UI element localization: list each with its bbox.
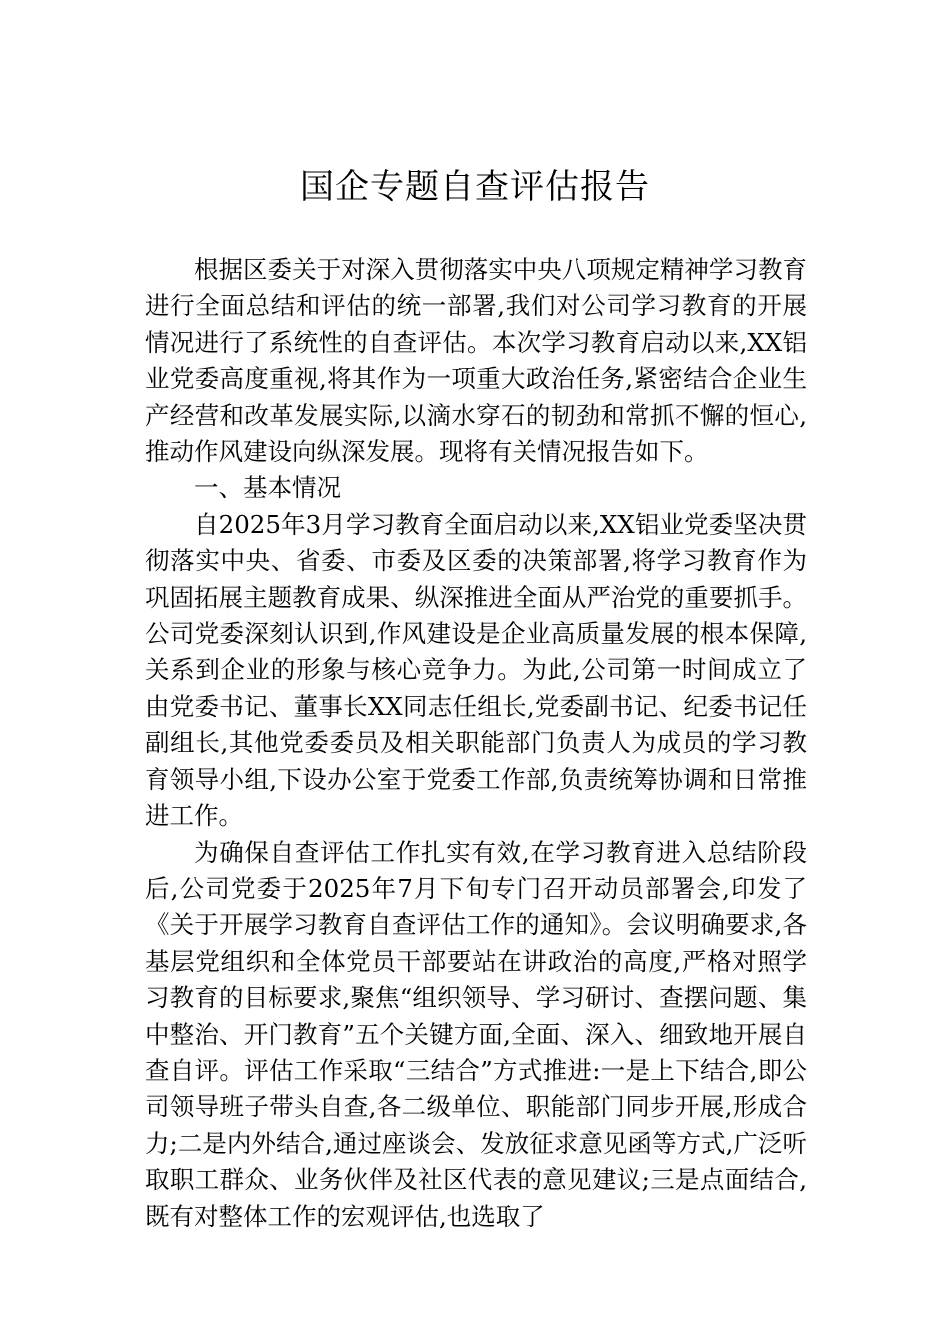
- intro-paragraph: 根据区委关于对深入贯彻落实中央八项规定精神学习教育进行全面总结和评估的统一部署,我们对公司学习教育的开展情况进行了系统性的自查评估。本次学习教育启动以来,XX铝业党委高度重视,将其作为一项重大政治任务,紧密结合企业生产经营和改革发展实际,以滴水穿石的韧劲和常抓不懈的恒心,推动作风建设向纵深发展。现将有关情况报告如下。: [145, 255, 807, 467]
- self-assessment-paragraph: 为确保自查评估工作扎实有效,在学习教育进入总结阶段后,公司党委于2025年7月下旬专门召开动员部署会,印发了《关于开展学习教育自查评估工作的通知》。会议明确要求,各基层党组织和全体党员干部要站在讲政治的高度,严格对照学习教育的目标要求,聚焦“组织领导、学习研讨、查摆问题、集中整治、开门教育”五个关键方面,全面、深入、细致地开展自查自评。评估工作采取“三结合”方式推进:一是上下结合,即公司领导班子带头自查,各二级单位、职能部门同步开展,形成合力;二是内外结合,通过座谈会、发放征求意见函等方式,广泛听取职工群众、业务伙伴及社区代表的意见建议;三是点面结合,既有对整体工作的宏观评估,也选取了: [145, 837, 807, 1231]
- basic-situation-paragraph: 自2025年3月学习教育全面启动以来,XX铝业党委坚决贯彻落实中央、省委、市委及区委的决策部署,将学习教育作为巩固拓展主题教育成果、纵深推进全面从严治党的重要抓手。公司党委深刻认识到,作风建设是企业高质量发展的根本保障,关系到企业的形象与核心竞争力。为此,公司第一时间成立了由党委书记、董事长XX同志任组长,党委副书记、纪委书记任副组长,其他党委委员及相关职能部门负责人为成员的学习教育领导小组,下设办公室于党委工作部,负责统筹协调和日常推进工作。: [145, 509, 807, 831]
- document-title: 国企专题自查评估报告: [300, 167, 650, 207]
- document-body: [145, 252, 807, 1235]
- section-heading-basic-situation: 一、基本情况: [194, 473, 341, 503]
